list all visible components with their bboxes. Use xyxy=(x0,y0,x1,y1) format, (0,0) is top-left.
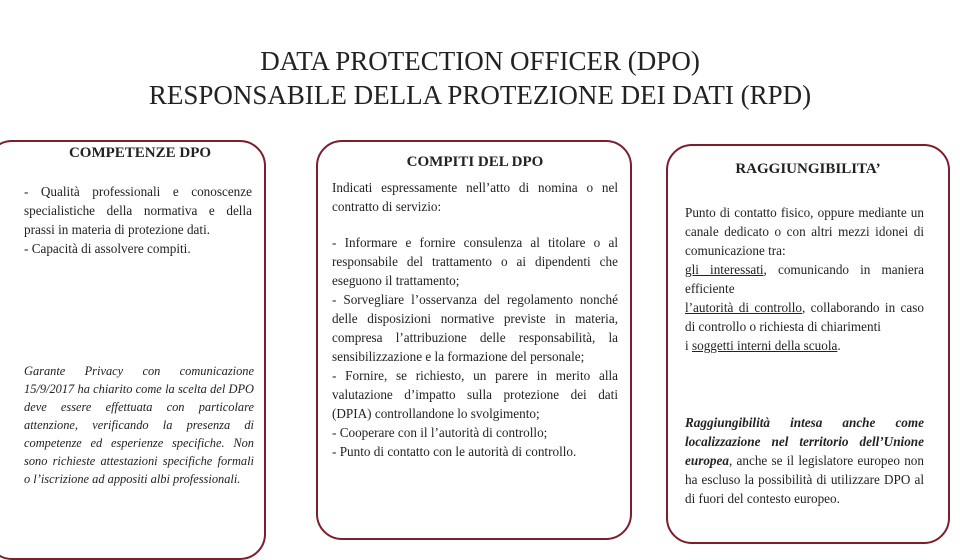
competenze-item: - Qualità professionali e conoscenze specialistiche della normativa e della prassi in materia di protezione dati. xyxy=(24,184,252,237)
raggiungibilita-item-interessati xyxy=(685,260,924,298)
raggiungibilita-text xyxy=(685,203,924,355)
compiti-item: - Sorvegliare l’osservanza del regolamento nonché delle disposizioni normative previste in materia, compresa l’attribuzione delle responsabilità, la sensibilizzazione e la formazione del personale; xyxy=(332,292,618,364)
compiti-item: - Informare e fornire consulenza al titolare o al responsabile del trattamento o ai dipendenti che eseguono il trattamento; xyxy=(332,235,618,288)
compiti-item: - Punto di contatto con le autorità di controllo. xyxy=(332,444,577,459)
autorita-rest: , collaborando in caso di controllo o richiesta di chiarimenti xyxy=(685,300,924,334)
competenze-note: Garante Privacy con comunicazione 15/9/2017 ha chiarito come la scelta del DPO deve essere effettuata con particolare attenzione, verificando la presenza di competenze ed esperienze specifiche. Non sono richieste attestazioni specifiche formali o l’iscrizione ad appositi albi professionali. xyxy=(24,364,254,486)
compiti-intro: Indicati espressamente nell’atto di nomina o nel contratto di servizio: xyxy=(332,180,618,214)
compiti-item: - Cooperare con il l’autorità di controllo; xyxy=(332,425,548,440)
autorita-link-text: l’autorità di controllo xyxy=(685,300,802,315)
interessati-link-text: gli interessati xyxy=(685,262,764,277)
title-line-2: RESPONSABILE DELLA PROTEZIONE DEI DATI (RPD) xyxy=(148,80,812,110)
soggetti-link-text: soggetti interni della scuola xyxy=(691,338,838,353)
raggiungibilita-item-autorita xyxy=(685,298,924,336)
raggiungibilita-item-soggetti xyxy=(685,336,924,355)
interessati-rest: , comunicando in maniera efficiente xyxy=(685,262,924,296)
page-title xyxy=(0,44,960,112)
soggetti-prefix: i xyxy=(685,338,692,353)
competenze-list xyxy=(24,182,252,258)
raggiungibilita-note-rest: , anche se il legislatore europeo non ha escluso la possibilità di utilizzare DPO al di fuori del contesto europeo. xyxy=(685,453,924,506)
raggiungibilita-note-bold: Raggiungibilità intesa anche come localizzazione nel territorio dell’Unione europea xyxy=(685,415,924,468)
raggiungibilita-intro: Punto di contatto fisico, oppure mediante un canale dedicato o con altri mezzi idonei di comunicazione tra: xyxy=(685,205,924,258)
title-line-1: DATA PROTECTION OFFICER (DPO) xyxy=(260,46,700,76)
compiti-heading: COMPITI DEL DPO xyxy=(406,154,544,170)
soggetti-rest: . xyxy=(837,338,841,353)
raggiungibilita-note xyxy=(685,413,924,508)
raggiungibilita-heading: RAGGIUNGIBILITA’ xyxy=(735,161,881,177)
competenze-heading: COMPETENZE DPO xyxy=(68,145,212,161)
compiti-list xyxy=(332,233,618,461)
competenze-item: - Capacità di assolvere compiti. xyxy=(24,241,191,256)
compiti-item: - Fornire, se richiesto, un parere in merito alla valutazione d’impatto sulla protezione dei dati (DPIA) controllandone lo svolgimento; xyxy=(332,368,618,421)
